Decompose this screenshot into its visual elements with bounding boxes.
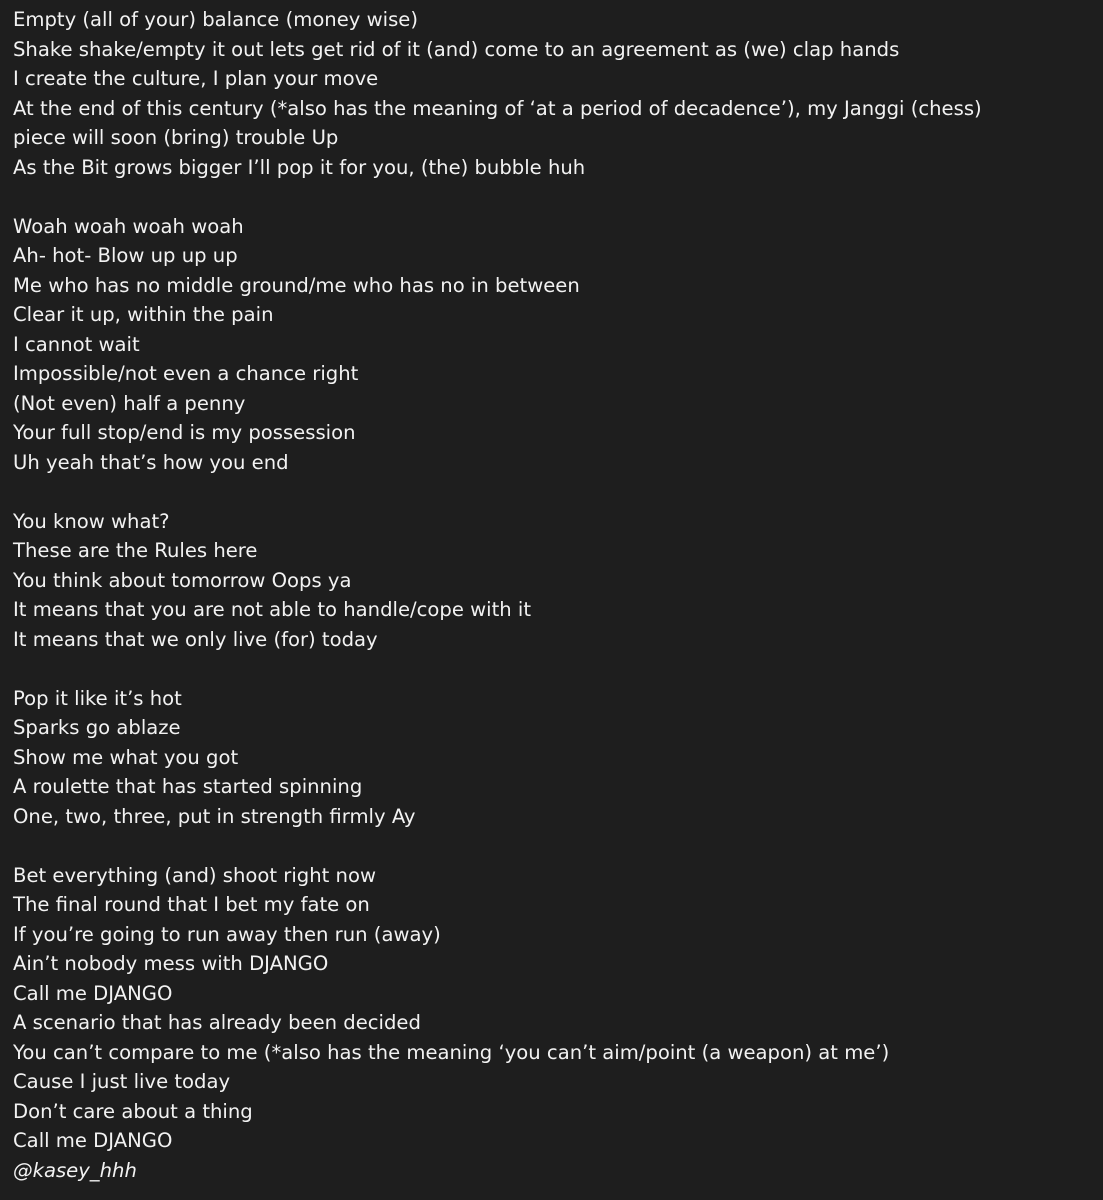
lyric-line: One, two, three, put in strength firmly Ay [13,804,416,828]
lyric-line: Call me DJANGO [13,981,173,1005]
lyric-line: You can’t compare to me (*also has the meaning ‘you can’t aim/point (a weapon) at me’) [13,1040,890,1064]
lyric-line: Clear it up, within the pain [13,303,274,326]
lyric-line: The final round that I bet my fate on [13,893,370,916]
lyric-line: Woah woah woah woah [13,214,244,238]
lyric-line: Your full stop/end is my possession [13,421,356,444]
lyric-line: If you’re going to run away then run (away) [13,922,441,946]
lyric-line: Call me DJANGO [13,1129,173,1152]
lyric-line: It means that you are not able to handle/cope with it [13,598,532,621]
lyric-line: A roulette that has started spinning [13,775,363,798]
lyrics-document [13,5,1099,1185]
lyric-line: You know what? [13,509,170,533]
lyric-line: Sparks go ablaze [13,716,181,739]
lyric-line: Bet everything (and) shoot right now [13,863,376,887]
author-handle: @kasey_hhh [13,1158,137,1182]
lyric-line: It means that we only live (for) today [13,627,378,651]
lyric-line: Uh yeah that’s how you end [13,450,289,474]
blank-line [13,654,1099,684]
lyric-line: You think about tomorrow Oops ya [13,568,352,592]
lyric-line: piece will soon (bring) trouble Up [13,126,339,149]
lyric-line: (Not even) half a penny [13,391,246,415]
lyric-line: I cannot wait [13,332,140,356]
lyric-line: Don’t care about a thing [13,1099,253,1123]
blank-line [13,477,1099,507]
lyric-line: Show me what you got [13,745,239,769]
lyric-line: As the Bit grows bigger I’ll pop it for you, (the) bubble huh [13,155,586,179]
lyric-line: Cause I just live today [13,1070,231,1093]
lyric-line: A scenario that has already been decided [13,1011,421,1034]
lyric-line: I create the culture, I plan your move [13,67,379,90]
blank-line [13,182,1099,212]
blank-line [13,831,1099,861]
lyric-line: Ain’t nobody mess with DJANGO [13,952,329,975]
lyric-line: Shake shake/empty it out lets get rid of it (and) come to an agreement as (we) clap hands [13,37,900,61]
lyric-line: Me who has no middle ground/me who has no in between [13,273,580,297]
lyric-line: Ah- hot- Blow up up up [13,244,238,267]
lyric-line: Empty (all of your) balance (money wise) [13,8,418,31]
lyric-line: Impossible/not even a chance right [13,362,359,385]
lyric-line: Pop it like it’s hot [13,686,182,710]
lyric-line: These are the Rules here [13,539,258,562]
lyric-line: At the end of this century (*also has the meaning of ‘at a period of decadence’), my Janggi (chess) [13,96,982,120]
